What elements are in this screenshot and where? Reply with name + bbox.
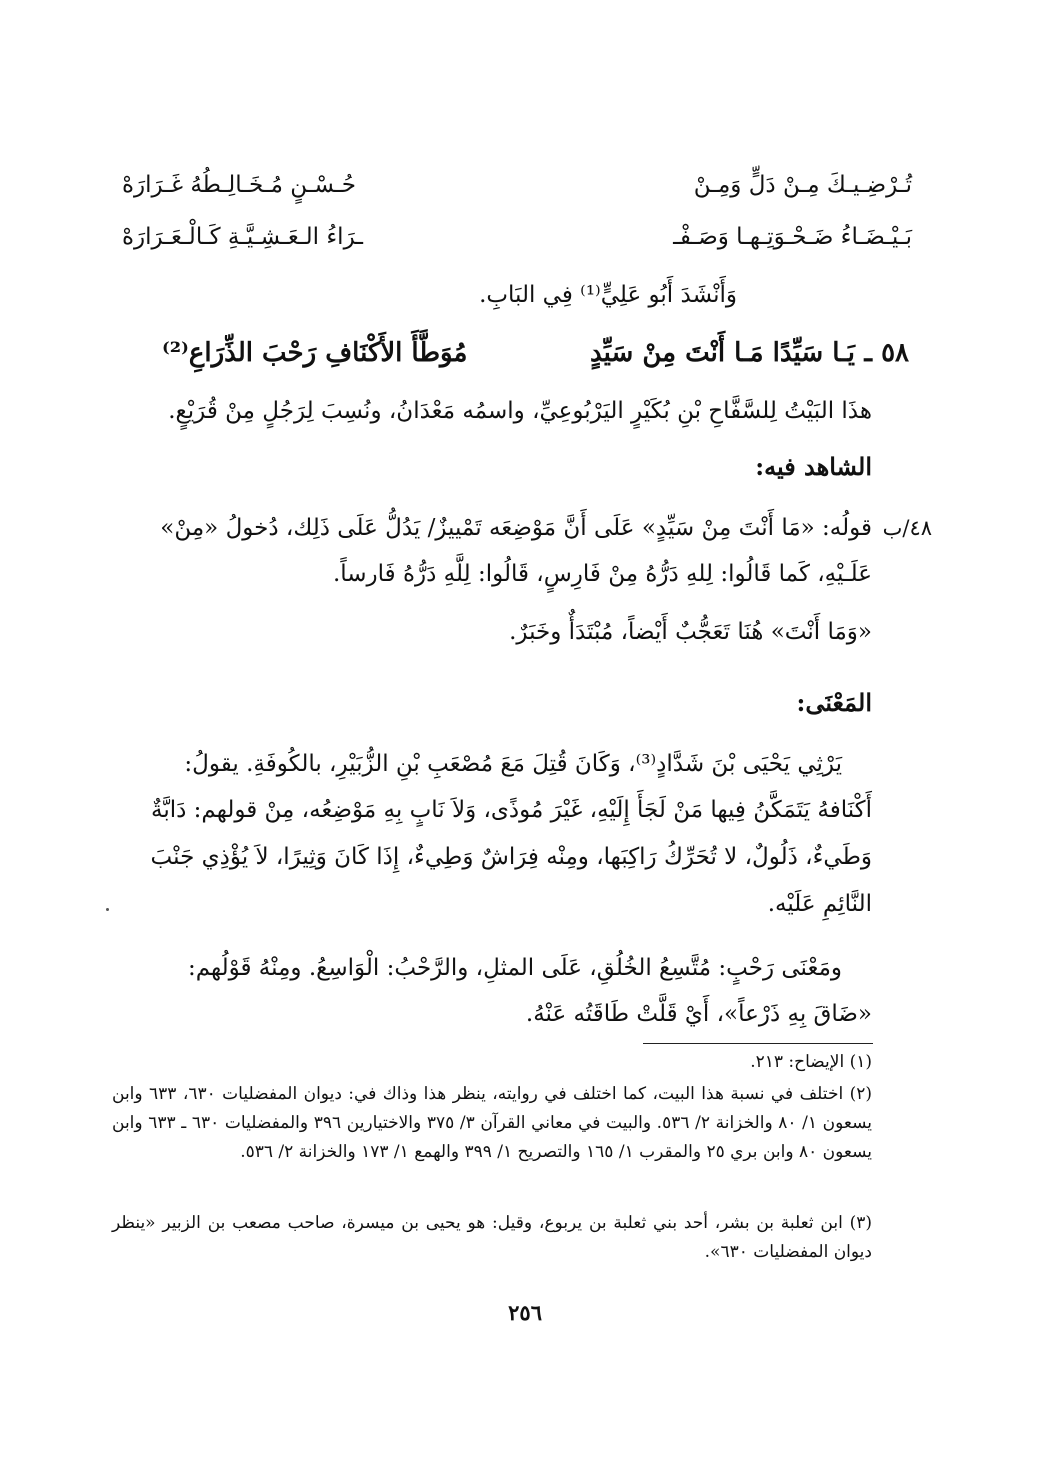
paragraph-line: وَطَيءٌ، ذَلُولٌ، لا تُحَرِّكُ رَاكِبَها، ومِنْه فِرَاشٌ وَطِيءٌ، إِذَا كَانَ وَثِيرًا، لاَ يُؤْذِي جَنْبَ — [150, 844, 872, 870]
footnote-separator — [643, 1043, 873, 1044]
maana-paragraph-1 — [112, 742, 872, 922]
paragraph-line: يَرْثِي يَحْيَى بْنَ شَدَّادٍ⁽³⁾، وَكَانَ قُتِلَ مَعَ مُصْعَبِ بْنِ الزُّبَيْرِ، بالكُوفَةِ. يقولُ: — [184, 751, 842, 777]
verse-number: ٥٨ ـ — [864, 338, 909, 368]
margin-folio-reference: ٤٨/ب — [882, 516, 932, 540]
paragraph-line: عَلَـيْهِ، كَما قَالُوا: لِلهِ دَرُّهُ مِنْ فَارِسٍ، قَالُوا: لِلَّهِ دَرُّهُ فَارساً. — [332, 561, 872, 587]
footnote-2: (٢) اختلف في نسبة هذا البيت، كما اختلف في روايته، ينظر هذا وذاك في: ديوان المفضليات ٦٣٠، ٦٣٣ وابن يسعون ١/ ٨٠ والخزانة ٢/ ٥٣٦. والبيت في معاني القرآن ٣/ ٣٧٥ والاختيارين ٣٩٦ والمفضليات ٦٣٠ ـ ٦٣٣ وابن يسعون ٨٠ وابن بري ٢٥ والمقرب ١/ ١٦٥ والتصريح ١/ ٣٩٩ والهمع ١/ ١٧٣ والخزانة ٢/ ٥٣٦. — [112, 1084, 873, 1162]
verse-second-hemistich: حُـسْـنٍ مُـخَـالِـطُهُ غَـرَارَهْ — [122, 172, 356, 198]
shahid-paragraph — [112, 506, 872, 646]
stray-mark — [106, 908, 109, 911]
verse-first-hemistich: تُـرْضِـيـكَ مِـنْ دَلٍّ وَمِـنْ — [693, 172, 912, 198]
verse-second-hemistich: مُوَطَّأَ الأَكْنَافِ رَحْبَ الذِّرَاعِ⁽²⁾ — [162, 338, 468, 368]
verse-line-1 — [122, 172, 912, 202]
verse-first-hemistich: بَـيْـضَـاءُ ضَـحْـوَتِـهـا وَصَـفْـ — [673, 224, 912, 250]
verse-58 — [162, 338, 909, 374]
verse-second-hemistich: ـرَاءُ الـعَـشِـيَّـةِ كَـالْـعَـرَارَهْ — [122, 224, 364, 250]
recitation-line: وَأَنْشَدَ أَبُو عَلِيٍّ⁽¹⁾ فِي البَابِ. — [479, 282, 737, 308]
heading-shahid: الشاهد فيه: — [755, 452, 872, 481]
paragraph-line: النَّائِمِ عَلَيْه. — [767, 891, 872, 917]
page-number: ٢٥٦ — [508, 1300, 542, 1325]
paragraph-line: «وَمَا أَنْتَ» هُنَا تَعَجُّبٌ أَيْضاً، مُبْتَدَأٌ وخَبَرٌ. — [509, 619, 872, 645]
verse-first-hemistich: يَـا سَيِّدًا مَـا أَنْتَ مِنْ سَيِّدٍ — [590, 338, 855, 368]
attribution-line: هذَا البَيْتُ لِلسَّفَّاحِ بْنِ بُكَيْرٍ اليَرْبُوعِيِّ، واسمُه مَعْدَانُ، ونُسِبَ لِرَجُلٍ مِنْ قُرَيْعٍ. — [168, 398, 872, 424]
paragraph-line: ومَعْنَى رَحْبٍ: مُتَّسِعُ الخُلُقِ، عَلَى المثلِ، والرَّحْبُ: الْوَاسِعُ. ومِنْهُ قَوْلُهم: — [187, 955, 842, 981]
footnote-3: (٣) ابن ثعلبة بن بشر، أحد بني ثعلبة بن يربوع، وقيل: هو يحيى بن ميسرة، صاحب مصعب بن الزبير «ينظر ديوان المفضليات ٦٣٠». — [112, 1213, 872, 1262]
paragraph-line: أَكْنَافهُ يَتَمَكَّنُ فِيها مَنْ لَجَأَ إِلَيْهِ، غَيْرَ مُوذًى، وَلاَ نَابٍ بِهِ مَوْضِعُه، مِنْ قولهم: دَابَّةٌ — [150, 797, 872, 823]
heading-maana: المَعْنَى: — [796, 688, 872, 717]
paragraph-line: «ضَاقَ بِهِ ذَرْعاً»، أَيْ قَلَّتْ طَاقَتُه عَنْهُ. — [525, 1001, 872, 1027]
verse-line-2 — [122, 224, 912, 254]
paragraph-line: قولُه: «مَا أَنْتَ مِنْ سَيِّدٍ» عَلَى أَنَّ مَوْضِعَه تَمْييزٌ/ يَدُلُّ عَلَى ذَلِك، دُخولُ «مِنْ» — [160, 515, 872, 541]
footnote-1: (١) الإيضاح: ٢١٣. — [750, 1052, 872, 1072]
maana-paragraph-2 — [112, 946, 872, 1036]
